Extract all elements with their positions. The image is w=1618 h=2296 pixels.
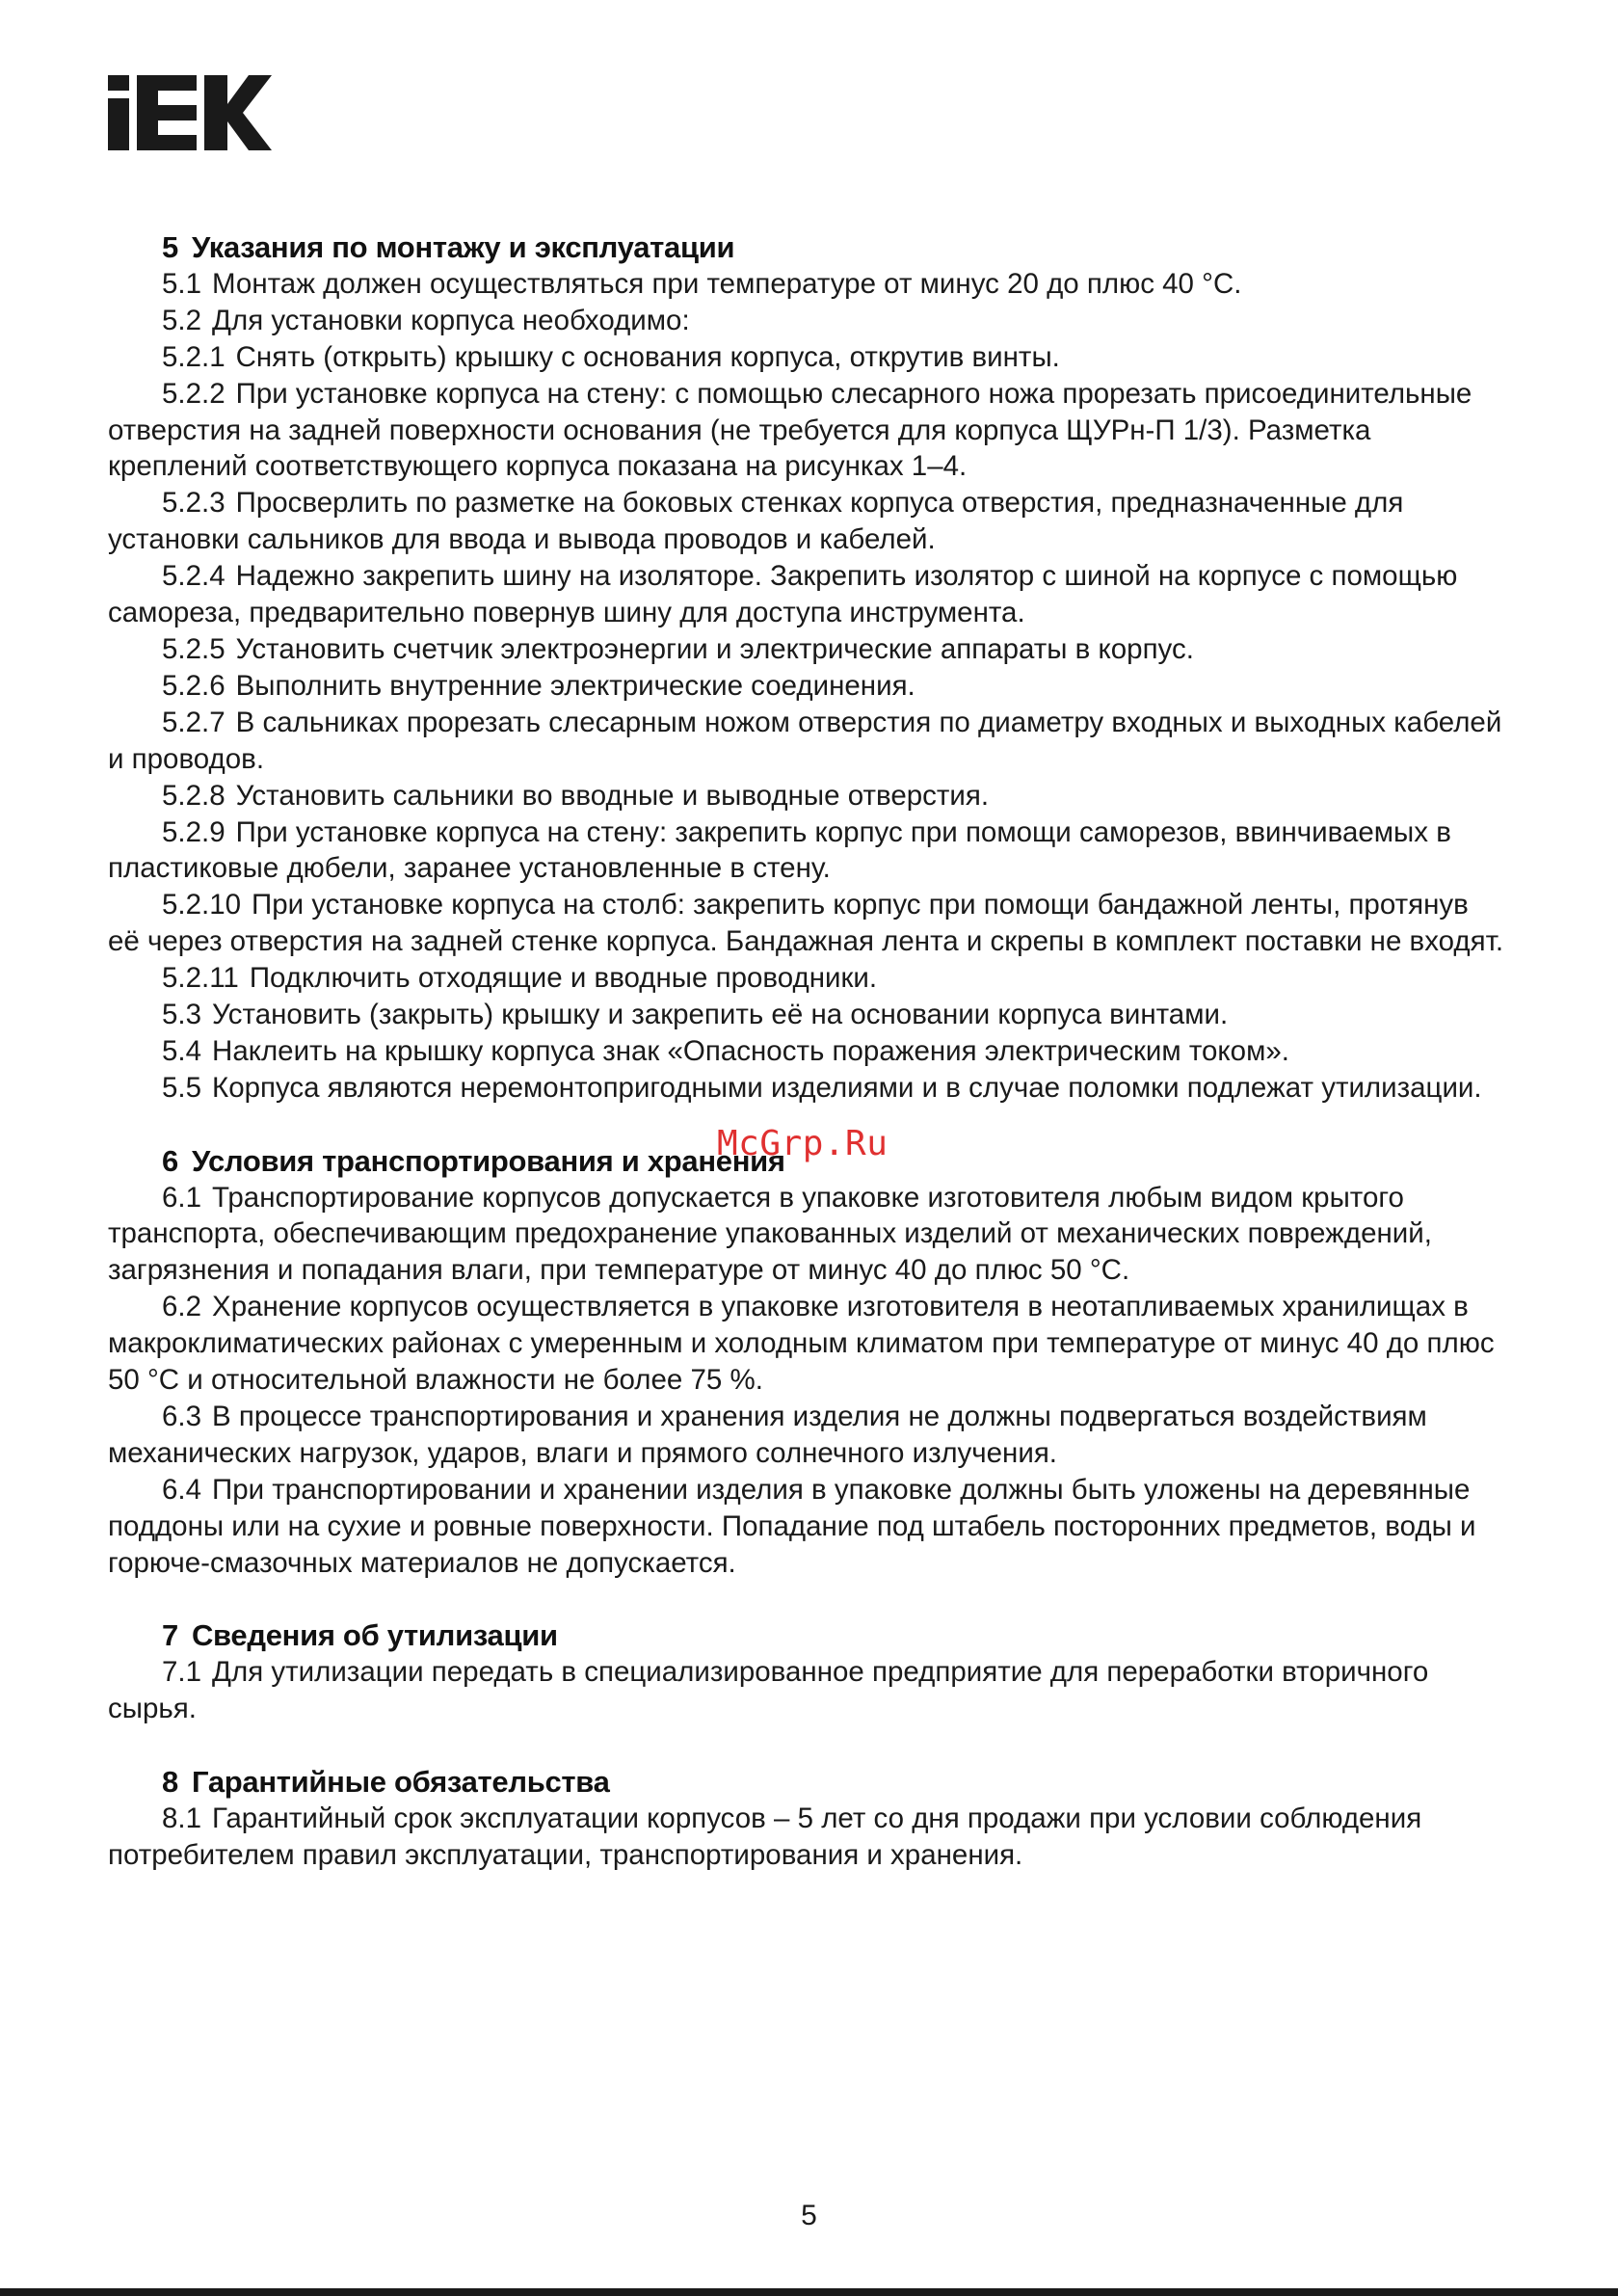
paragraph: [108, 558, 1505, 631]
paragraph-number: 5.2.4: [162, 560, 225, 593]
paragraph-number: 5.2.11: [162, 962, 239, 995]
paragraph-text: Подключить отходящие и вводные проводники.: [249, 962, 878, 995]
paragraph: [108, 266, 1505, 303]
bottom-rule: [0, 2288, 1618, 2296]
paragraph-number: 5.2.3: [162, 487, 225, 520]
paragraph: [108, 1399, 1505, 1472]
paragraph-text: Наклеить на крышку корпуса знак «Опасность поражения электрическим током».: [212, 1034, 1289, 1067]
paragraph-number: 6.1: [162, 1181, 202, 1214]
paragraph: [108, 376, 1505, 486]
paragraph-text: Гарантийный срок эксплуатации корпусов – 5 лет со дня продажи при условии соблюдения потребителем правил эксплуатации, транспортирования и хранения.: [108, 1802, 1422, 1871]
section-number: 5: [162, 230, 178, 264]
paragraph: [108, 1472, 1505, 1582]
section-5: [108, 229, 1505, 1107]
iek-logo-graphic: [108, 75, 272, 150]
paragraph-text: В сальниках прорезать слесарным ножом отверстия по диаметру входных и выходных кабелей и проводов.: [108, 706, 1502, 775]
section-heading: [108, 1617, 1505, 1654]
section-heading: [108, 1764, 1505, 1801]
section-title: Условия транспортирования и хранения: [191, 1143, 785, 1178]
paragraph: [108, 303, 1505, 339]
paragraph-text: Выполнить внутренние электрические соединения.: [235, 669, 915, 702]
watermark: McGrp.Ru: [717, 1124, 889, 1163]
paragraph-number: 5.2.8: [162, 779, 225, 812]
paragraph-number: 5.2.6: [162, 669, 225, 702]
section-title: Гарантийные обязательства: [191, 1765, 610, 1800]
paragraph-text: При установке корпуса на стену: с помощью слесарного ножа прорезать присоединительные отверстия на задней поверхности основания (не требуется для корпуса ЩУРн-П 1/3). Разметка креплений соответствующего корпуса показана на рисунках 1–4.: [108, 377, 1472, 483]
paragraph-number: 5.3: [162, 999, 202, 1031]
paragraph: [108, 705, 1505, 778]
section-6: [108, 1143, 1505, 1582]
paragraph-text: При транспортировании и хранении изделия в упаковке должны быть уложены на деревянные поддоны или на сухие и ровные поверхности. Попадание под штабель посторонних предметов, воды и горюче-смазочных материалов не допускается.: [108, 1473, 1476, 1579]
paragraph-text: Монтаж должен осуществляться при температуре от минус 20 до плюс 40 °С.: [212, 267, 1242, 300]
paragraph-number: 6.2: [162, 1291, 202, 1323]
paragraph-text: В процессе транспортирования и хранения изделия не должны подвергаться воздействиям механических нагрузок, ударов, влаги и прямого солнечного излучения.: [108, 1400, 1427, 1469]
paragraph: [108, 887, 1505, 960]
paragraph: [108, 778, 1505, 814]
paragraph-text: При установке корпуса на столб: закрепить корпус при помощи бандажной ленты, протянув её через отверстия на задней стенке корпуса. Бандажная лента и скрепы в комплект поставки не входят.: [108, 889, 1504, 958]
paragraph-text: Для установки корпуса необходимо:: [212, 304, 690, 336]
paragraph: [108, 1070, 1505, 1107]
page-number: 5: [801, 2200, 817, 2231]
iek-logo-icon: [108, 75, 272, 150]
paragraph-number: 7.1: [162, 1656, 202, 1689]
section-title: Сведения об утилизации: [191, 1618, 558, 1653]
paragraph: [108, 631, 1505, 668]
section-number: 7: [162, 1618, 178, 1653]
section-number: 8: [162, 1765, 178, 1800]
paragraph: [108, 1289, 1505, 1399]
paragraph: [108, 339, 1505, 376]
section-title: Указания по монтажу и эксплуатации: [191, 230, 735, 264]
paragraph: [108, 1033, 1505, 1070]
paragraph-number: 5.2.2: [162, 377, 225, 410]
paragraph: [108, 1654, 1505, 1727]
paragraph: [108, 814, 1505, 888]
paragraph-text: Снять (открыть) крышку с основания корпуса, открутив винты.: [235, 340, 1060, 373]
paragraph-text: Установить (закрыть) крышку и закрепить её на основании корпуса винтами.: [212, 999, 1229, 1031]
paragraph-text: Установить счетчик электроэнергии и электрические аппараты в корпус.: [235, 632, 1194, 665]
paragraph-text: Для утилизации передать в специализированное предприятие для переработки вторичного сырья.: [108, 1656, 1429, 1725]
paragraph-number: 5.2.1: [162, 340, 225, 373]
paragraph-number: 5.2.7: [162, 706, 225, 738]
paragraph: [108, 485, 1505, 558]
section-8: [108, 1764, 1505, 1874]
paragraph-number: 5.2: [162, 304, 202, 336]
paragraph-text: Транспортирование корпусов допускается в упаковке изготовителя любым видом крытого транспорта, обеспечивающим предохранение упакованных изделий от механических повреждений, загрязнения и попадания влаги, при температуре от минус 40 до плюс 50 °С.: [108, 1181, 1432, 1287]
paragraph-text: Надежно закрепить шину на изоляторе. Закрепить изолятор с шиной на корпусе с помощью самореза, предварительно повернув шину для доступа инструмента.: [108, 560, 1458, 629]
paragraph-number: 8.1: [162, 1802, 202, 1834]
paragraph-number: 6.4: [162, 1473, 202, 1506]
paragraph-number: 5.2.9: [162, 815, 225, 848]
section-heading: [108, 229, 1505, 266]
paragraph: [108, 1801, 1505, 1874]
document-body: [108, 229, 1505, 1874]
paragraph-number: 5.1: [162, 267, 202, 300]
paragraph-number: 5.2.5: [162, 632, 225, 665]
paragraph-text: Хранение корпусов осуществляется в упаковке изготовителя в неотапливаемых хранилищах в макроклиматических районах с умеренным и холодным климатом при температуре от минус 40 до плюс 50 °С и относительной влажности не более 75 %.: [108, 1291, 1495, 1397]
paragraph-text: Просверлить по разметке на боковых стенках корпуса отверстия, предназначенные для установки сальников для ввода и вывода проводов и кабелей.: [108, 487, 1404, 556]
paragraph-text: Установить сальники во вводные и выводные отверстия.: [235, 779, 990, 812]
section-7: [108, 1617, 1505, 1727]
paragraph: [108, 960, 1505, 997]
paragraph-number: 5.4: [162, 1034, 202, 1067]
paragraph-text: Корпуса являются неремонтопригодными изделиями и в случае поломки подлежат утилизации.: [212, 1071, 1482, 1104]
section-number: 6: [162, 1143, 178, 1178]
paragraph-number: 5.2.10: [162, 889, 242, 921]
paragraph: [108, 997, 1505, 1033]
paragraph: [108, 668, 1505, 705]
paragraph-number: 6.3: [162, 1400, 202, 1432]
paragraph: [108, 1180, 1505, 1290]
paragraph-number: 5.5: [162, 1071, 202, 1104]
paragraph-text: При установке корпуса на стену: закрепить корпус при помощи саморезов, ввинчиваемых в пластиковые дюбели, заранее установленные в стену.: [108, 815, 1451, 885]
